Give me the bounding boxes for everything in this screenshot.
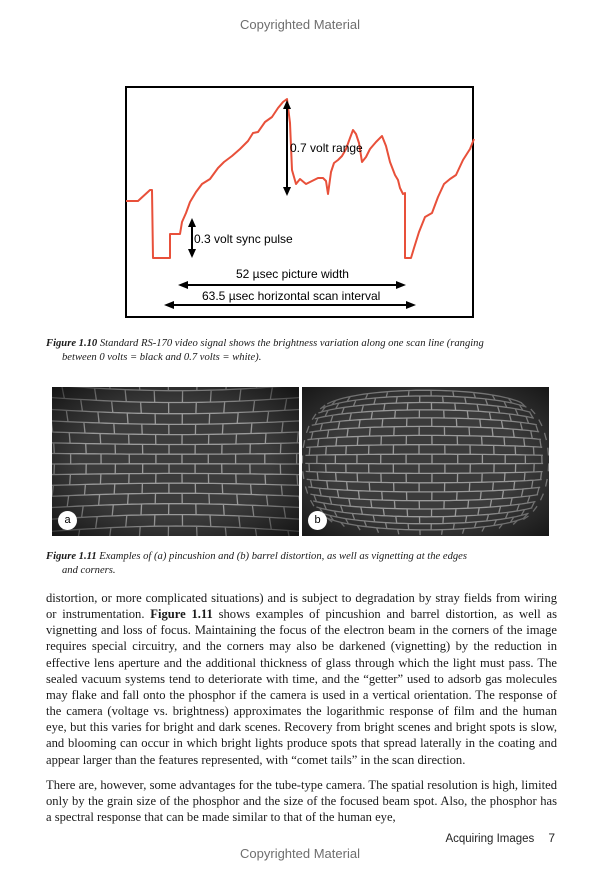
- panel-label-b: b: [308, 511, 327, 530]
- caption-label: Figure 1.10: [46, 338, 98, 349]
- caption-text-continued: and corners.: [62, 565, 116, 576]
- body-paragraph-1: [46, 590, 557, 768]
- video-signal-waveform: [126, 99, 474, 258]
- caption-text: Standard RS-170 video signal shows the brightness variation along one scan line (ranging: [99, 338, 484, 349]
- copyright-footer: Copyrighted Material: [240, 846, 360, 861]
- picture-width-head-right: [396, 281, 406, 289]
- page-number: 7: [548, 831, 555, 845]
- picture-width-head-left: [178, 281, 188, 289]
- pincushion-photo: [52, 387, 299, 536]
- figure-reference: Figure 1.11: [150, 607, 213, 622]
- brick-pattern-pincushion: [52, 387, 299, 536]
- caption-text-continued: between 0 volts = black and 0.7 volts = white).: [62, 352, 262, 363]
- scan-interval-label: 63.5 µsec horizontal scan interval: [202, 289, 381, 303]
- body-paragraph-2: There are, however, some advantages for the tube-type camera. The spatial resolution is high, limited only by the grain size of the phosphor and the size of the focused beam spot. Also, the phosphor has a spectral response that can be made similar to that of the human eye,: [46, 778, 557, 825]
- sync-arrow-head-down: [188, 249, 196, 258]
- paragraph-text: shows examples of pincushion and barrel distortion, as well as vignetting and loss of focus. Maintaining the focus of the electron beam in the corners of the image requires special circuitry, and the corners may also be darkened (vignetting) by the reduction in effective lens aperture and the additional thickness of glass through which the light must pass. The sealed vacuum systems tend to deteriorate with time, and the “getter” used to adsorb gas molecules may flake and fall onto the phosphor if the camera is used in a vertical orientation. The response of the camera (voltage vs. brightness) approximates the logarithmic response of film and the human eye, but this varies for bright and dark scenes. Recovery from bright scenes and bright spots is slow, and blooming can occur in which bright lights produce spots that spread laterally in the coating and appear larger than the features represented, with “comet tails” in the scan direction.: [46, 607, 557, 767]
- caption-text: Examples of (a) pincushion and (b) barrel distortion, as well as vignetting at the edges: [99, 551, 467, 562]
- caption-label: Figure 1.11: [46, 551, 97, 562]
- figure-1-10-caption: [46, 337, 558, 365]
- sync-label: 0.3 volt sync pulse: [194, 232, 293, 246]
- range-arrow-head-down: [283, 187, 291, 196]
- brick-pattern-barrel: [302, 387, 549, 536]
- figure-1-10-diagram: [0, 0, 600, 330]
- panel-label-a: a: [58, 511, 77, 530]
- scan-interval-head-left: [164, 301, 174, 309]
- figure-1-11-caption: [46, 550, 558, 578]
- picture-width-label: 52 µsec picture width: [236, 267, 349, 281]
- barrel-photo: [302, 387, 549, 536]
- range-label: 0.7 volt range: [290, 141, 363, 155]
- copyright-header: Copyrighted Material: [240, 17, 360, 32]
- page-footer: [445, 831, 555, 845]
- paragraph-text: distortion, or more complicated situations) and is subject to degradation by stray fields from wiring or instrumentation.: [46, 591, 557, 622]
- scan-interval-head-right: [406, 301, 416, 309]
- sync-arrow-head-up: [188, 218, 196, 227]
- diagram-frame: [126, 87, 473, 317]
- running-footer-title: Acquiring Images: [445, 833, 535, 845]
